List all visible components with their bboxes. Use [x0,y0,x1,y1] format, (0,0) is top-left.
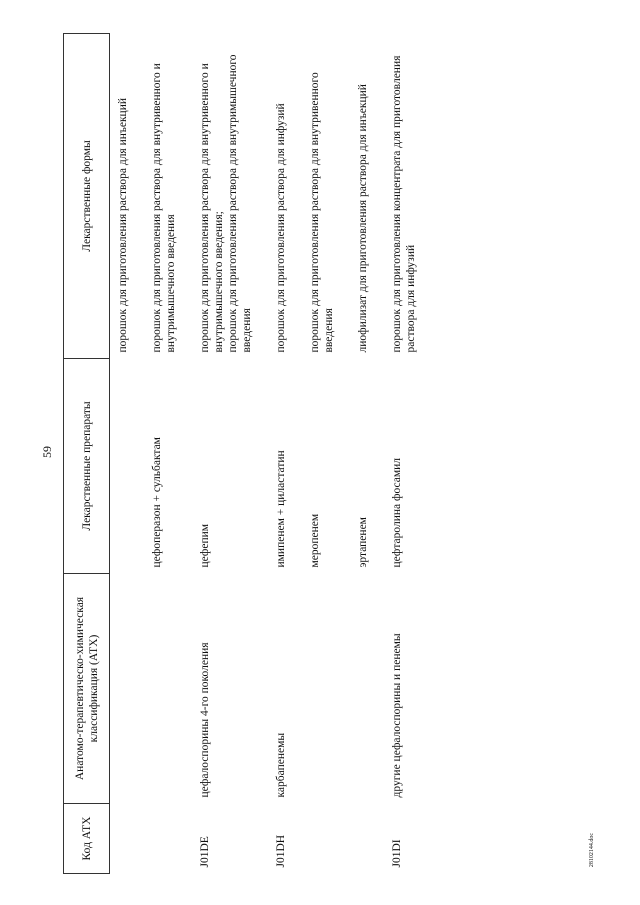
rotated-table-container [63,34,583,874]
footer-document-id: 28102144.doc [589,832,595,868]
form-item: порошок для приготовления раствора для внутривенного и внутримышечного введения; [199,63,225,353]
table-row [384,34,432,874]
table-row [110,34,145,874]
header-forms: Лекарственные формы [64,34,110,359]
cell-drug [110,359,145,574]
cell-classification [350,574,384,804]
form-item: лиофилизат для приготовления раствора для инъекций [357,84,369,353]
cell-code [144,804,192,874]
form-item: порошок для приготовления раствора для внутривенного и внутримышечного введения [151,63,177,353]
cell-code [110,804,145,874]
cell-forms [350,34,384,359]
cell-classification: другие цефалоспорины и пенемы [391,633,403,798]
header-code: Код АТХ [64,804,110,874]
header-drugs: Лекарственные препараты [64,359,110,574]
cell-drug: имипенем + циластатин [275,450,287,568]
header-classification: Анатомо-терапевтическо-химическая классификация (АТХ) [64,574,110,804]
form-item: порошок для приготовления раствора для инфузий [275,103,287,353]
cell-code: J01DI [391,839,403,868]
cell-classification: цефалоспорины 4-го поколения [199,642,211,798]
table-row [302,34,350,874]
cell-forms [192,34,268,359]
cell-drug: меропенем [309,513,321,568]
cell-drug: цефепим [199,523,211,568]
cell-forms [302,34,350,359]
table-row [268,34,302,874]
cell-code: J01DH [275,834,287,868]
table-row [192,34,268,874]
cell-forms [144,34,192,359]
table-row [350,34,384,874]
table-header-row [64,34,110,874]
cell-forms [110,34,145,359]
cell-forms [384,34,432,359]
cell-code [350,804,384,874]
cell-drug: эртапенем [357,517,369,568]
cell-drug: цефоперазон + сульбактам [151,437,163,568]
table-row [144,34,192,874]
cell-code: J01DE [199,836,211,868]
cell-classification [110,574,145,804]
cell-drug: цефтаролина фосамил [391,457,403,568]
form-item: порошок для приготовления раствора для инъекций [117,97,129,353]
cell-classification [144,574,192,804]
form-item: порошок для приготовления концентрата для приготовления раствора для инфузий [391,55,417,353]
cell-classification: карбапенемы [275,732,287,798]
cell-forms [268,34,302,359]
page-number: 59 [40,446,54,458]
form-item: порошок для приготовления раствора для внутримышечного введения [227,54,253,353]
cell-code [302,804,350,874]
cell-classification [302,574,350,804]
atx-table [63,33,432,874]
form-item: порошок для приготовления раствора для внутривенного введения [309,72,335,353]
